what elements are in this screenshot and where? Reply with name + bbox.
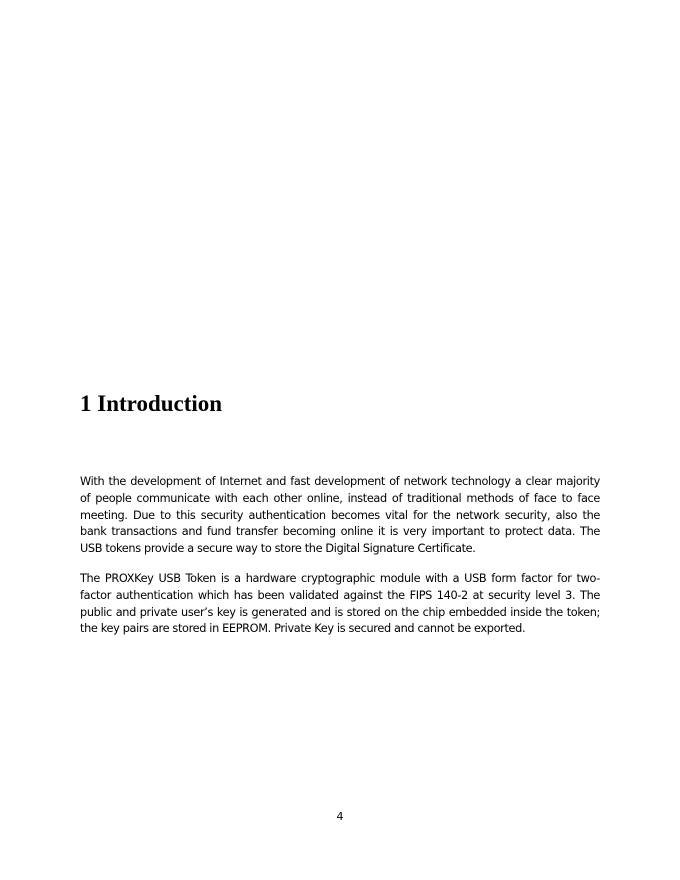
page-number: 4	[336, 810, 344, 823]
intro-paragraph-1: With the development of Internet and fast development of network technology a clear majority of people communicate with each other online, instead of traditional methods of face to face meeting. Due to this security authentication becomes vital for the network security, also the bank transactions and fund transfer becoming online it is very important to protect data. The USB tokens provide a secure way to store the Digital Signature Certificate.	[80, 475, 600, 556]
section-heading: 1 Introduction	[80, 391, 223, 416]
intro-paragraph-2: The PROXKey USB Token is a hardware cryptographic module with a USB form factor for two-factor authentication which has been validated against the FIPS 140-2 at security level 3. The public and private user’s key is generated and is stored on the chip embedded inside the token; the key pairs are stored in EEPROM. Private Key is secured and cannot be exported.	[80, 572, 600, 636]
